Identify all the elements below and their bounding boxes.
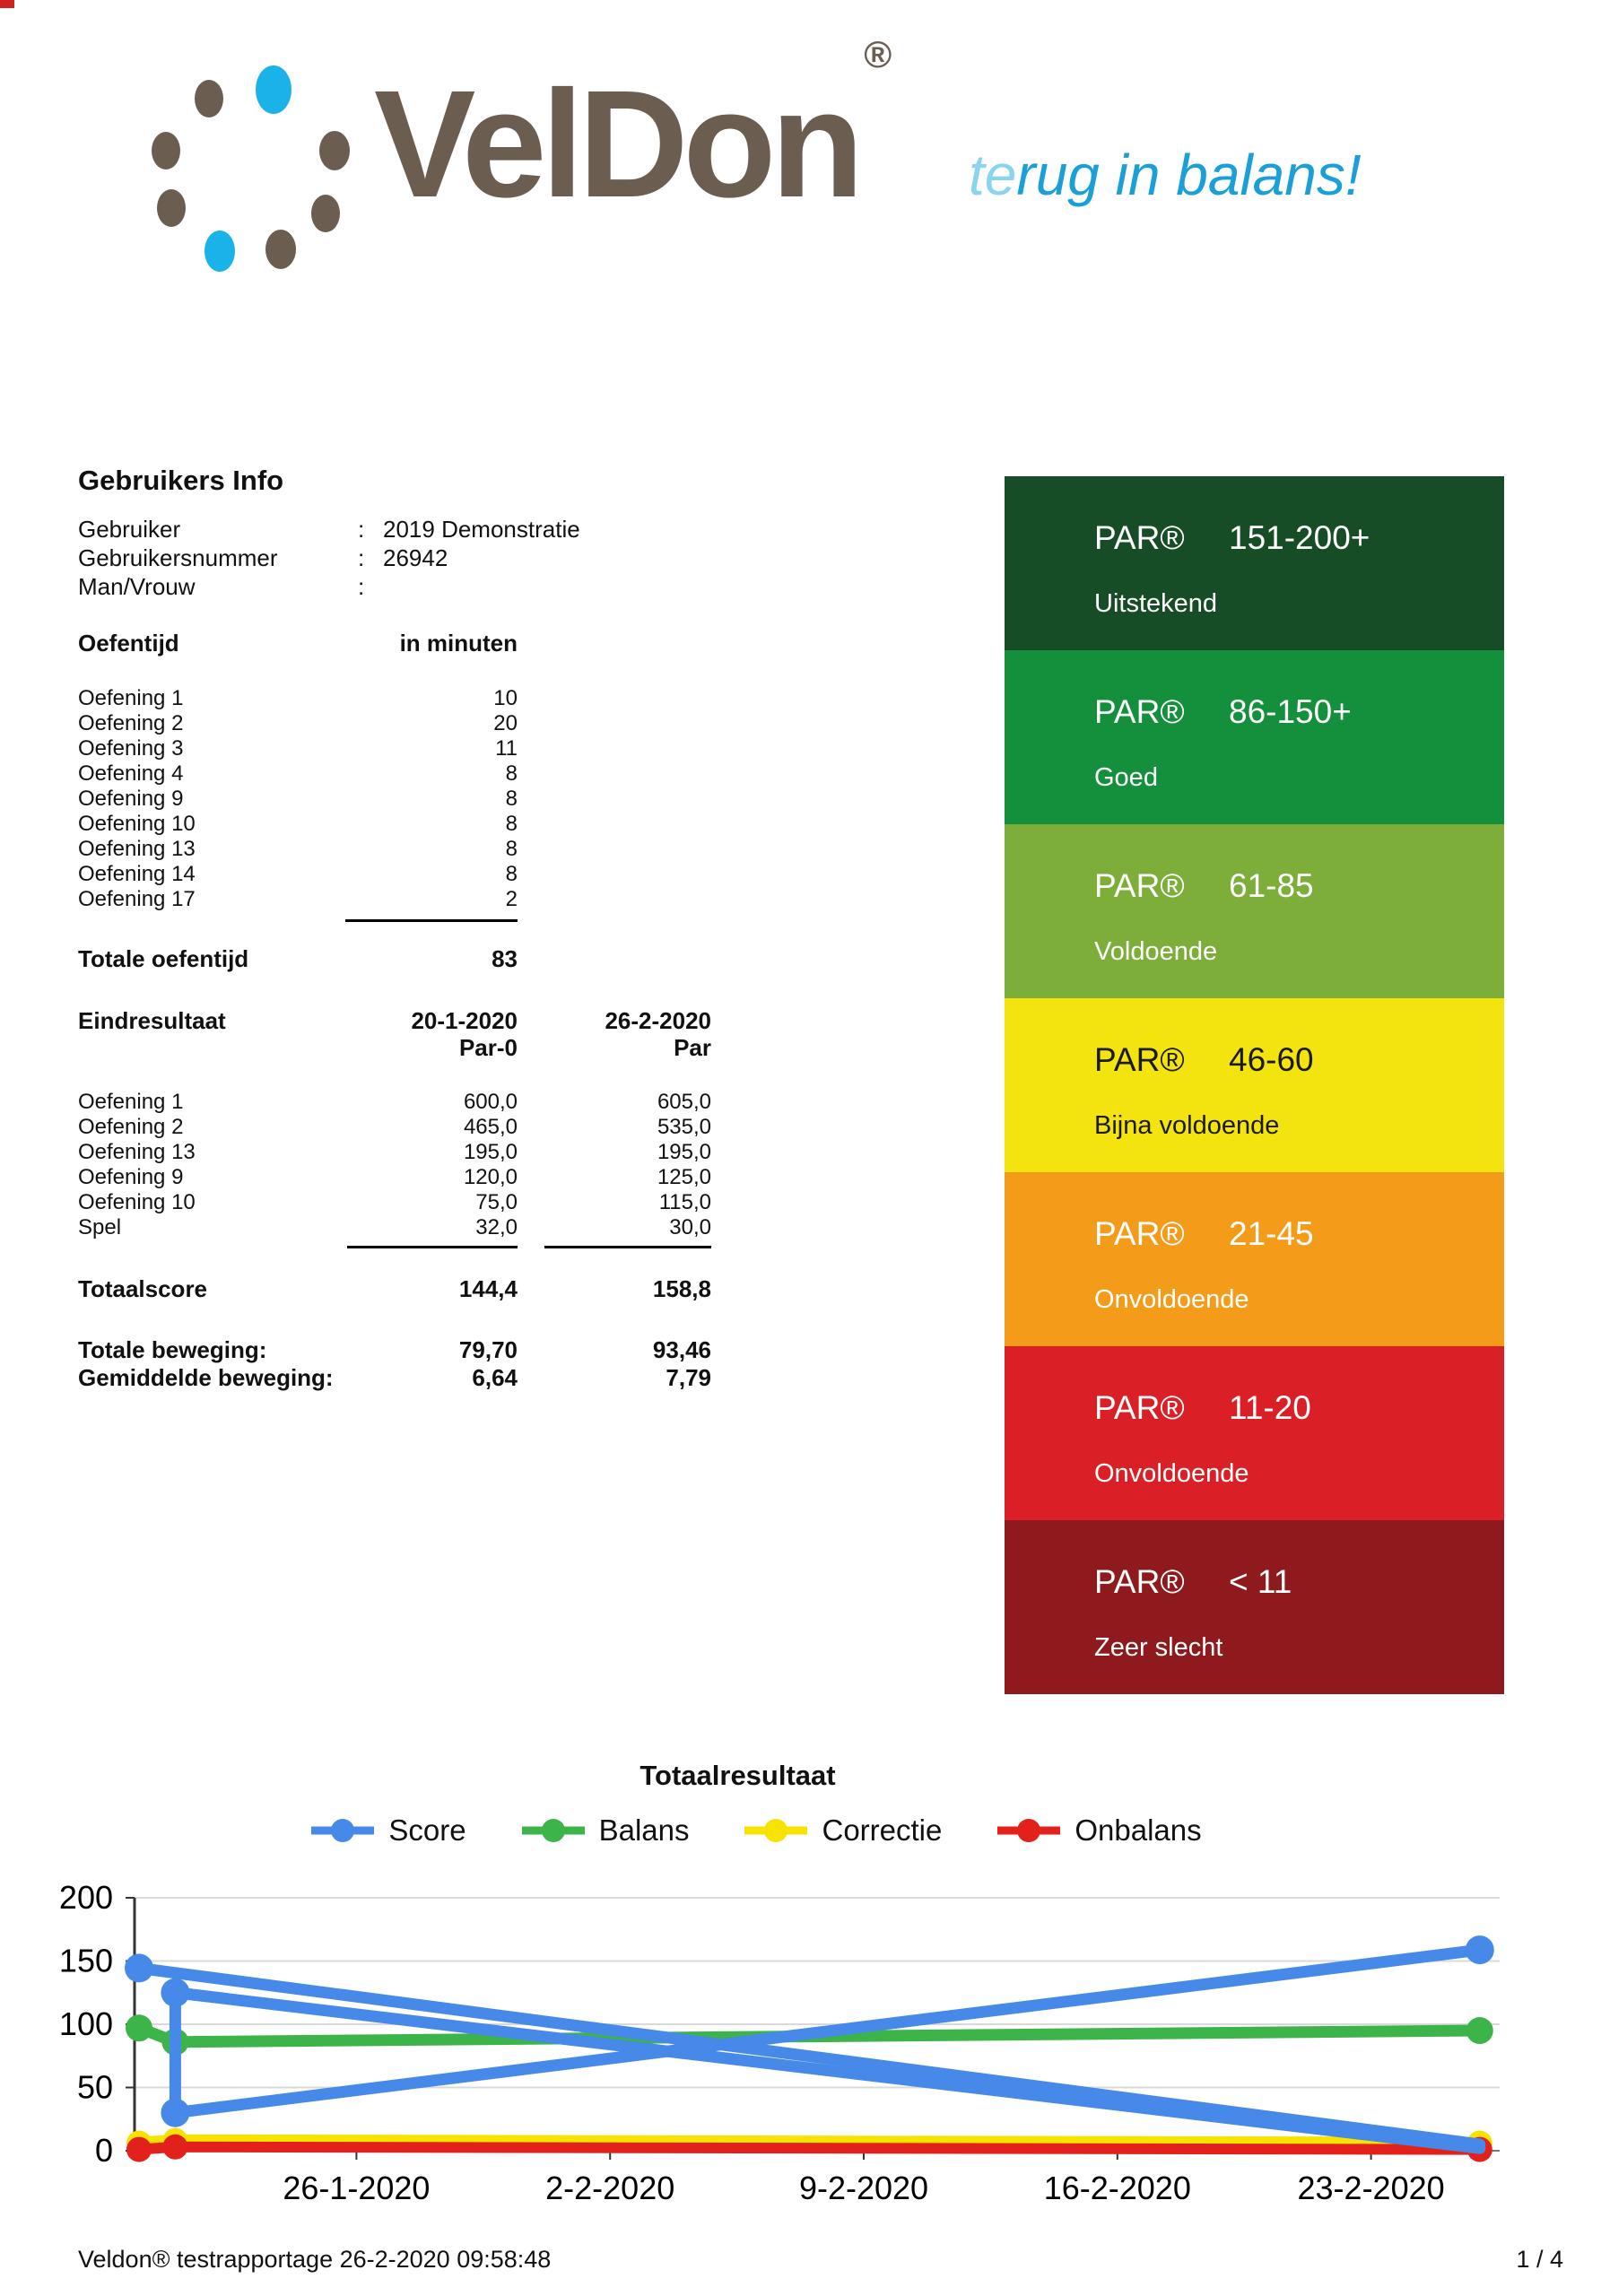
par-range: 61-85 (1229, 867, 1314, 904)
brand-name (374, 33, 892, 230)
result-label: Spel (78, 1215, 122, 1239)
sum-rule (345, 919, 518, 922)
result-value-2: 115,0 (658, 1190, 711, 1214)
table-row (78, 787, 518, 812)
par-label: Zeer slecht (1094, 1633, 1223, 1662)
par-label: Bijna voldoende (1094, 1111, 1280, 1140)
table-row (78, 1165, 711, 1190)
result-value-1: 600,0 (463, 1090, 518, 1114)
totaalscore-value-2: 158,8 (652, 1275, 711, 1302)
chart-title: Totaalresultaat (640, 1760, 836, 1791)
table-row (78, 862, 518, 887)
par-label: Uitstekend (1094, 589, 1218, 618)
user-info-row (78, 515, 715, 544)
result-value-2: 535,0 (657, 1115, 711, 1139)
veldon-logo (76, 33, 982, 274)
column-date-1: 20-1-2020 (411, 1007, 518, 1034)
result-label: Oefening 10 (78, 1190, 196, 1214)
beweging-label: Totale beweging: (78, 1336, 267, 1363)
legend-marker-icon (520, 1818, 587, 1843)
user-info-table (78, 515, 715, 601)
par-scale-segment-goed (1005, 650, 1504, 824)
result-label: Oefening 2 (78, 1115, 184, 1139)
result-label: Oefening 1 (78, 1090, 184, 1114)
exercise-minutes: 20 (493, 711, 518, 735)
user-info-value: 26942 (383, 544, 448, 571)
par-scale-segment-bijna-voldoende (1005, 998, 1504, 1172)
svg-text:16-2-2020: 16-2-2020 (1043, 2170, 1191, 2206)
total-value: 83 (492, 945, 518, 972)
par-prefix: PAR® (1094, 867, 1185, 904)
totaalresultaat-line-chart (0, 1870, 1601, 2229)
user-info-row (78, 544, 715, 572)
tagline-rest-part: rug in balans! (1016, 143, 1362, 207)
legend-item-onbalans (996, 1813, 1201, 1848)
result-value-1: 75,0 (475, 1190, 518, 1214)
colon: : (358, 573, 365, 600)
table-row (78, 1090, 711, 1115)
user-info-label: Gebruikersnummer (78, 544, 278, 571)
table-row (78, 1140, 711, 1165)
exercise-label: Oefening 13 (78, 837, 196, 861)
table-row (78, 711, 518, 736)
scan-corner-artifact (0, 0, 14, 8)
table-row (78, 812, 518, 837)
table-row (78, 1336, 711, 1364)
footer-report-info: Veldon® testrapportage 26-2-2020 09:58:48 (78, 2246, 552, 2273)
exercise-minutes: 11 (495, 736, 518, 761)
legend-item-score (309, 1813, 466, 1848)
registered-mark: ® (864, 33, 892, 76)
result-value-2: 195,0 (657, 1140, 711, 1164)
legend-item-balans (520, 1813, 690, 1848)
legend-marker-icon (996, 1818, 1062, 1843)
column-par-2: Par (674, 1034, 711, 1061)
report-body (78, 465, 715, 1392)
sum-rule (544, 1246, 711, 1248)
beweging-value-2: 7,79 (666, 1364, 711, 1391)
colon: : (358, 516, 365, 543)
par-scale-segment-zeer-slecht (1005, 1520, 1504, 1694)
exercise-label: Oefening 9 (78, 787, 184, 811)
svg-text:2-2-2020: 2-2-2020 (545, 2170, 675, 2206)
par-range: 21-45 (1229, 1215, 1314, 1252)
totaalscore-row (78, 1275, 715, 1302)
page-number: 1 / 4 (1516, 2246, 1563, 2273)
table-row (78, 1215, 711, 1240)
svg-text:23-2-2020: 23-2-2020 (1297, 2170, 1445, 2206)
brand-name-text: VelDon (374, 59, 859, 230)
beweging-rows (78, 1336, 715, 1392)
legend-label: Balans (598, 1813, 690, 1847)
svg-text:150: 150 (58, 1942, 113, 1979)
eindresultaat-header (78, 1007, 715, 1061)
table-row (78, 887, 518, 912)
user-info-row (78, 572, 715, 601)
table-row (78, 1190, 711, 1215)
svg-text:26-1-2020: 26-1-2020 (283, 2170, 431, 2206)
column-par-1: Par-0 (458, 1034, 518, 1061)
result-label: Oefening 9 (78, 1165, 184, 1189)
result-value-1: 195,0 (463, 1140, 518, 1164)
legend-label: Score (388, 1813, 466, 1847)
result-value-1: 32,0 (475, 1215, 518, 1239)
result-value-2: 125,0 (657, 1165, 711, 1189)
par-prefix: PAR® (1094, 519, 1185, 556)
par-prefix: PAR® (1094, 693, 1185, 730)
par-scale-segment-onvoldoende-oranje (1005, 1172, 1504, 1346)
oefentijd-title: Oefentijd (78, 630, 179, 657)
par-label: Onvoldoende (1094, 1285, 1249, 1314)
par-prefix: PAR® (1094, 1041, 1185, 1078)
sum-rule (347, 1246, 518, 1248)
beweging-value-2: 93,46 (652, 1336, 711, 1363)
eindresultaat-table (78, 1090, 715, 1240)
par-range: 46-60 (1229, 1041, 1314, 1078)
user-info-value: 2019 Demonstratie (383, 516, 580, 543)
section-title-gebruikers-info: Gebruikers Info (78, 465, 284, 496)
exercise-minutes: 8 (505, 812, 518, 836)
legend-marker-icon (743, 1818, 809, 1843)
table-row (78, 1115, 711, 1140)
oefentijd-total-row (78, 945, 518, 973)
oefentijd-table (78, 686, 518, 912)
exercise-minutes: 10 (493, 686, 518, 710)
svg-text:200: 200 (58, 1879, 113, 1916)
svg-text:100: 100 (58, 2005, 113, 2042)
result-value-2: 30,0 (669, 1215, 711, 1239)
par-range: 11-20 (1229, 1389, 1311, 1426)
exercise-minutes: 8 (505, 761, 518, 786)
beweging-value-1: 79,70 (458, 1336, 518, 1363)
par-range: 151-200+ (1229, 519, 1370, 556)
par-label: Voldoende (1094, 937, 1218, 966)
par-prefix: PAR® (1094, 1563, 1185, 1600)
user-info-label: Man/Vrouw (78, 573, 196, 600)
column-date-2: 26-2-2020 (605, 1007, 711, 1034)
exercise-label: Oefening 1 (78, 686, 184, 710)
par-label: Onvoldoende (1094, 1459, 1249, 1488)
totaalscore-label: Totaalscore (78, 1275, 208, 1302)
colon: : (358, 544, 365, 571)
legend-label: Onbalans (1075, 1813, 1202, 1847)
total-label: Totale oefentijd (78, 945, 249, 972)
tagline-light-part: te (969, 143, 1017, 207)
result-value-1: 465,0 (463, 1115, 518, 1139)
totaalscore-value-1: 144,4 (458, 1275, 518, 1302)
veldon-logo-dots-icon (76, 54, 372, 274)
par-prefix: PAR® (1094, 1215, 1185, 1252)
exercise-label: Oefening 3 (78, 736, 184, 761)
table-row (78, 761, 518, 787)
par-label: Goed (1094, 763, 1158, 792)
par-scale-segment-uitstekend (1005, 476, 1504, 650)
table-row (78, 736, 518, 761)
brand-tagline (969, 142, 1362, 208)
legend-item-correctie (743, 1813, 942, 1848)
result-value-2: 605,0 (657, 1090, 711, 1114)
result-label: Oefening 13 (78, 1140, 196, 1164)
exercise-minutes: 8 (505, 837, 518, 861)
oefentijd-unit-header: in minuten (399, 630, 518, 657)
exercise-label: Oefening 14 (78, 862, 196, 886)
legend-marker-icon (309, 1818, 376, 1843)
table-row (78, 686, 518, 711)
par-scale-segment-voldoende (1005, 824, 1504, 998)
exercise-minutes: 8 (505, 862, 518, 886)
sum-rules (78, 1246, 711, 1248)
exercise-label: Oefening 10 (78, 812, 196, 836)
chart-legend (0, 1813, 1511, 1848)
beweging-value-1: 6,64 (472, 1364, 518, 1391)
svg-text:9-2-2020: 9-2-2020 (798, 2170, 929, 2206)
result-value-1: 120,0 (463, 1165, 518, 1189)
exercise-label: Oefening 17 (78, 887, 196, 911)
par-range: < 11 (1229, 1563, 1292, 1600)
par-range: 86-150+ (1229, 693, 1352, 730)
eindresultaat-title: Eindresultaat (78, 1007, 226, 1034)
exercise-minutes: 8 (505, 787, 518, 811)
table-row (78, 837, 518, 862)
user-info-label: Gebruiker (78, 516, 181, 543)
par-prefix: PAR® (1094, 1389, 1185, 1426)
exercise-label: Oefening 2 (78, 711, 184, 735)
svg-text:0: 0 (94, 2132, 113, 2169)
beweging-label: Gemiddelde beweging: (78, 1364, 334, 1391)
par-scale (1005, 476, 1504, 1694)
legend-label: Correctie (822, 1813, 943, 1847)
table-row (78, 1364, 711, 1392)
oefentijd-header (78, 630, 518, 657)
exercise-minutes: 2 (505, 887, 518, 911)
par-scale-segment-onvoldoende-rood (1005, 1346, 1504, 1520)
svg-text:50: 50 (76, 2068, 113, 2106)
exercise-label: Oefening 4 (78, 761, 184, 786)
